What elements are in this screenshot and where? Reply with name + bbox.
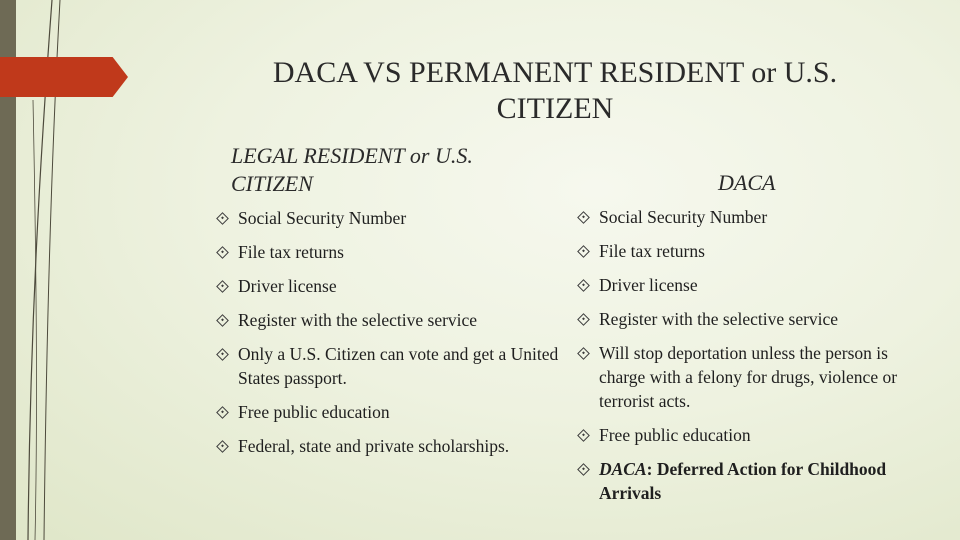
list-item-text: Register with the selective service — [599, 309, 839, 329]
definition-term: DACA — [599, 459, 647, 479]
list-item — [216, 274, 561, 298]
list-item-text: Social Security Number — [599, 207, 768, 227]
definition-separator: : — [646, 459, 657, 479]
list-item — [577, 239, 922, 263]
right-column-heading: DACA — [718, 170, 776, 195]
list-item — [216, 240, 561, 264]
diamond-bullet-icon — [577, 463, 590, 476]
definition-text: Deferred Action for Childhood Arrivals — [599, 459, 887, 503]
diamond-bullet-icon — [577, 245, 590, 258]
list-item — [577, 307, 922, 331]
left-column-list — [216, 206, 561, 468]
diamond-bullet-icon — [216, 280, 229, 293]
list-item-text: Driver license — [238, 276, 337, 296]
list-item-text: Only a U.S. Citizen can vote and get a United States passport. — [238, 344, 559, 388]
list-item — [216, 206, 561, 230]
diamond-bullet-icon — [577, 313, 590, 326]
list-item-text: Driver license — [599, 275, 698, 295]
list-item-text: File tax returns — [238, 242, 344, 262]
diamond-bullet-icon — [216, 212, 229, 225]
daca-definition-item — [577, 457, 922, 505]
diamond-bullet-icon — [577, 347, 590, 360]
left-column-heading: LEGAL RESIDENT or U.S. CITIZEN — [231, 143, 473, 196]
list-item — [577, 273, 922, 297]
diamond-bullet-icon — [216, 246, 229, 259]
slide-title: DACA VS PERMANENT RESIDENT or U.S. CITIZEN — [272, 56, 838, 125]
diamond-bullet-icon — [216, 406, 229, 419]
list-item — [577, 423, 922, 447]
diamond-bullet-icon — [216, 440, 229, 453]
list-item-text: File tax returns — [599, 241, 705, 261]
list-item-text: Free public education — [599, 425, 751, 445]
list-item — [216, 308, 561, 332]
diamond-bullet-icon — [577, 279, 590, 292]
list-item-text: Federal, state and private scholarships. — [238, 436, 510, 456]
diamond-bullet-icon — [577, 211, 590, 224]
list-item — [577, 341, 922, 413]
diamond-bullet-icon — [216, 314, 229, 327]
diamond-bullet-icon — [216, 348, 229, 361]
list-item-text: Social Security Number — [238, 208, 407, 228]
list-item-text: Will stop deportation unless the person is charge with a felony for drugs, violence or terrorist acts. — [599, 343, 898, 411]
accent-tab — [0, 57, 128, 97]
list-item — [216, 434, 561, 458]
list-item — [216, 342, 561, 390]
list-item — [577, 205, 922, 229]
list-item-text: Free public education — [238, 402, 390, 422]
list-item — [216, 400, 561, 424]
right-column-list — [577, 205, 922, 515]
list-item-text: Register with the selective service — [238, 310, 478, 330]
diamond-bullet-icon — [577, 429, 590, 442]
